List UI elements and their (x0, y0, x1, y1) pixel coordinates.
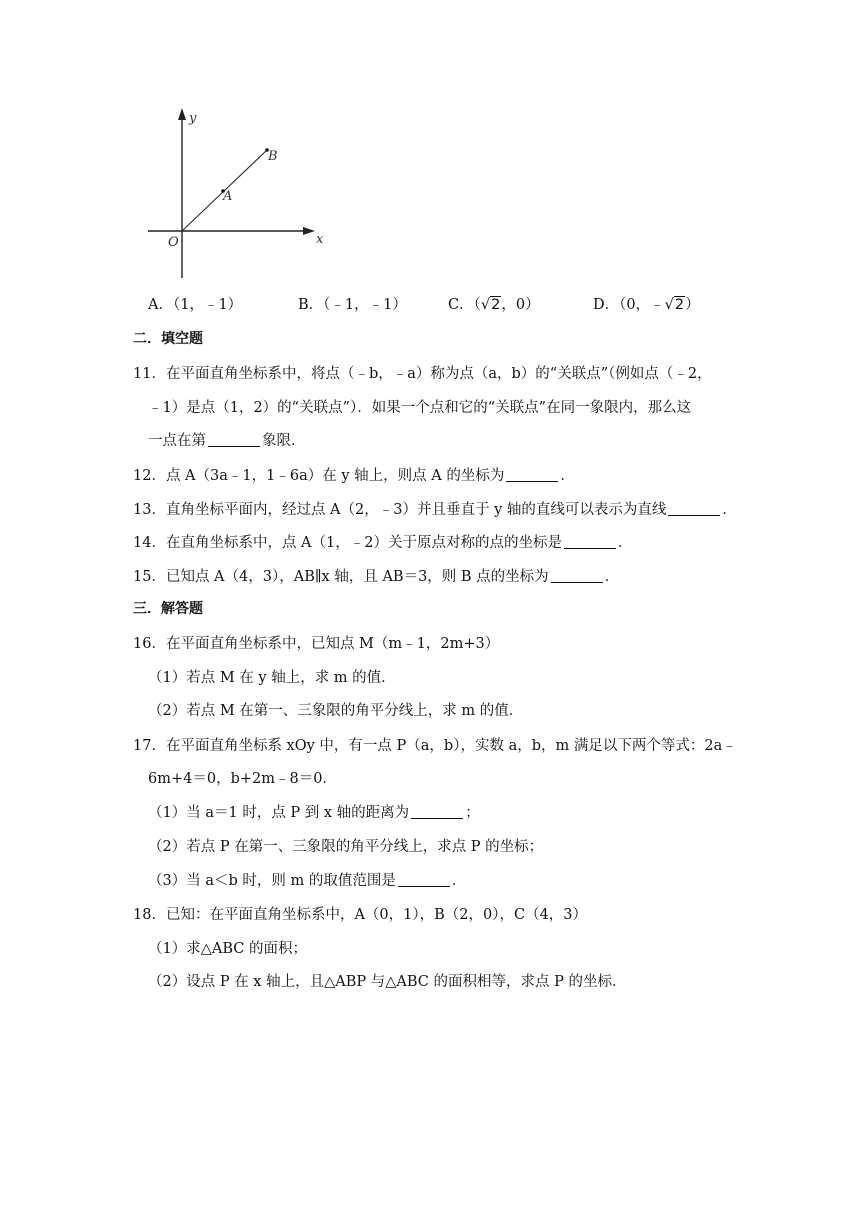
option-c-suffix: ，0） (501, 297, 540, 313)
q17-p3-end: ． (451, 873, 467, 889)
section-heading-fill: 二．填空题 (133, 331, 203, 347)
q12-end: ． (560, 468, 575, 484)
answer-blank (411, 804, 463, 819)
y-axis-label: y (189, 111, 197, 126)
q11-line1: 11．在平面直角坐标系中，将点（﹣b，﹣a）称为点（a，b）的“关联点”（例如点（﹣2， (133, 366, 712, 382)
neg-sqrt-two (650, 296, 685, 313)
q17-line1: 17．在平面直角坐标系 xOy 中，有一点 P（a，b），实数 a，b，m 满足以下两个等式：2a﹣ (133, 738, 737, 754)
sqrt-two (481, 296, 501, 313)
q13-end: ． (722, 502, 737, 518)
q11-line3 (148, 429, 306, 450)
x-axis-label: x (316, 232, 324, 247)
point-b-label: B (268, 149, 278, 164)
radical-sign: √ (480, 297, 491, 313)
option-c-prefix: C．（ (448, 297, 481, 313)
answer-blank (551, 568, 603, 583)
q16-part2: （2）若点 M 在第一、三象限的角平分线上，求 m 的值． (148, 703, 524, 719)
answer-blank (208, 432, 260, 447)
q13 (133, 498, 737, 519)
q14-end: ． (617, 535, 633, 551)
q14 (133, 531, 632, 552)
option-a: A．（1，﹣1） (148, 297, 243, 313)
q17-part1 (148, 801, 480, 822)
q11-text-a: 一点在第 (148, 433, 206, 449)
x-axis-arrow (303, 227, 315, 235)
point-a-label: A (223, 189, 233, 204)
option-c (448, 293, 540, 314)
answer-blank (506, 467, 558, 482)
q11-text-b: 象限． (262, 433, 306, 449)
q12-text: 12．点 A（3a﹣1，1﹣6a）在 y 轴上，则点 A 的坐标为 (133, 468, 505, 484)
q17-part2: （2）若点 P 在第一、三象限的角平分线上，求点 P 的坐标； (148, 839, 544, 855)
q16-stem: 16．在平面直角坐标系中，已知点 M（m﹣1，2m+3） (133, 636, 500, 652)
option-d-suffix: ） (685, 297, 700, 313)
neg-radical-sign: ﹣√ (650, 297, 674, 313)
y-axis-arrow (178, 108, 186, 120)
radicand: 2 (674, 297, 685, 313)
answer-blank (398, 872, 450, 887)
q18-stem: 18．已知：在平面直角坐标系中，A（0，1），B（2，0），C（4，3） (133, 907, 588, 923)
coordinate-figure (140, 100, 340, 282)
radicand: 2 (491, 297, 501, 313)
q17-p3-text: （3）当 a＜b 时，则 m 的取值范围是 (148, 873, 396, 889)
section-heading-solve: 三．解答题 (133, 601, 203, 617)
q18-part2: （2）设点 P 在 x 轴上，且△ABP 与△ABC 的面积相等，求点 P 的坐标． (148, 974, 627, 990)
option-b: B．（﹣1，﹣1） (298, 297, 407, 313)
q17-line2: 6m+4＝0，b+2m﹣8＝0． (148, 771, 337, 787)
q16-part1: （1）若点 M 在 y 轴上，求 m 的值． (148, 670, 396, 686)
q14-text: 14．在直角坐标系中，点 A（1，﹣2）关于原点对称的点的坐标是 (133, 535, 562, 551)
q18-part1: （1）求△ABC 的面积； (148, 941, 307, 957)
q15-text: 15．已知点 A（4，3），AB∥x 轴，且 AB＝3，则 B 点的坐标为 (133, 569, 549, 585)
q15-end: ． (604, 569, 620, 585)
origin-label: O (168, 235, 179, 250)
option-d-prefix: D．（0， (593, 297, 651, 313)
q17-p1-text: （1）当 a＝1 时，点 P 到 x 轴的距离为 (148, 805, 410, 821)
q13-text: 13．直角坐标平面内，经过点 A（2，﹣3）并且垂直于 y 轴的直线可以表示为直线 (133, 502, 667, 518)
option-d (593, 293, 700, 314)
q15 (133, 565, 619, 586)
q17-p1-end: ； (465, 805, 480, 821)
q11-line2: ﹣1）是点（1，2）的“关联点”）．如果一个点和它的“关联点”在同一象限内，那么这 (148, 400, 692, 416)
answer-blank (668, 501, 720, 516)
q12 (133, 464, 575, 485)
answer-blank (564, 534, 616, 549)
q17-part3 (148, 869, 466, 890)
